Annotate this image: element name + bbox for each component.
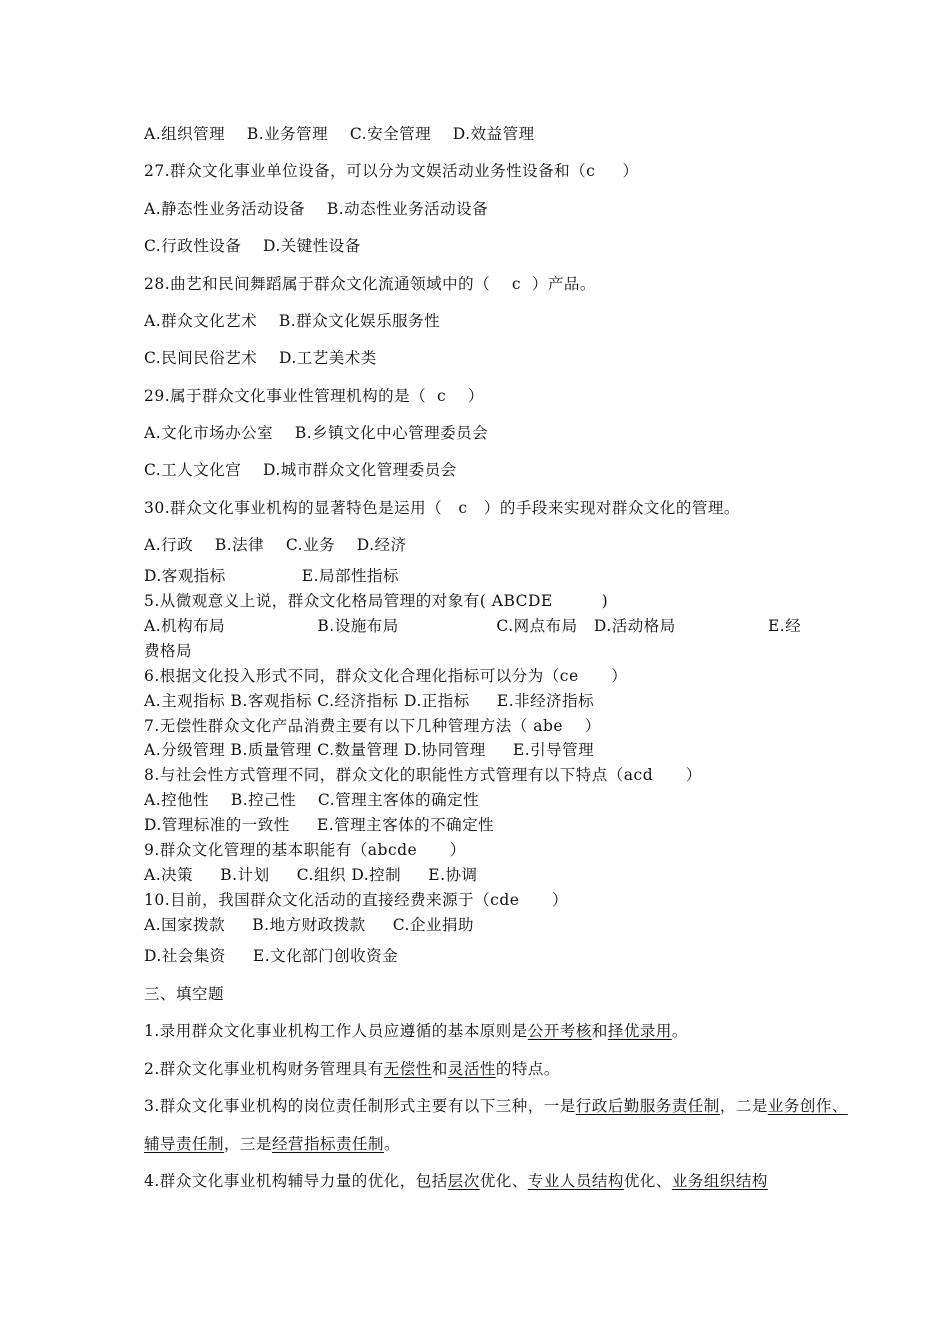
answer-blank: 无偿性	[383, 1060, 432, 1078]
fill-question-3	[144, 1096, 848, 1116]
option-line-continued: 费格局	[144, 642, 193, 660]
question-text: ，三是	[224, 1135, 273, 1153]
option-line: A.决策 B.计划 C.组织 D.控制 E.协调	[144, 866, 478, 884]
section-heading: 三、填空题	[144, 985, 225, 1003]
answer-blank: 专业人员结构	[527, 1172, 624, 1190]
option-line: A.分级管理 B.质量管理 C.数量管理 D.协同管理 E.引导管理	[144, 741, 595, 759]
question-6: 6.根据文化投入形式不同，群众文化合理化指标可以分为（ce ）	[144, 667, 628, 685]
question-text: 4.群众文化事业机构辅导力量的优化，包括	[144, 1172, 448, 1190]
option-line: A.组织管理 B.业务管理 C.安全管理 D.效益管理	[144, 125, 535, 143]
option-line: A.机构布局 B.设施布局 C.网点布局 D.活动格局 E.经	[144, 617, 802, 635]
fill-question-3-continued	[144, 1134, 400, 1154]
answer-blank: 公开考核	[527, 1022, 592, 1040]
question-10: 10.目前，我国群众文化活动的直接经费来源于（cde ）	[144, 891, 568, 909]
answer-blank: 业务组织结构	[671, 1172, 768, 1190]
question-7: 7.无偿性群众文化产品消费主要有以下几种管理方法（ abe ）	[144, 717, 601, 735]
option-line: A.主观指标 B.客观指标 C.经济指标 D.正指标 E.非经济指标	[144, 692, 595, 710]
question-text: 。	[671, 1022, 688, 1040]
question-text: 3.群众文化事业机构的岗位责任制形式主要有以下三种，一是	[144, 1097, 576, 1115]
question-28: 28.曲艺和民间舞蹈属于群众文化流通领域中的（ c ）产品。	[144, 275, 596, 293]
fill-question-4	[144, 1171, 768, 1191]
question-5: 5.从微观意义上说，群众文化格局管理的对象有( ABCDE )	[144, 592, 609, 610]
answer-blank: 业务创作、	[767, 1097, 848, 1115]
option-line: D.管理标准的一致性 E.管理主客体的不确定性	[144, 816, 495, 834]
answer-blank: 经营指标责任制	[272, 1135, 385, 1153]
question-29: 29.属于群众文化事业性管理机构的是（ c ）	[144, 387, 484, 405]
option-line: D.社会集资 E.文化部门创收资金	[144, 947, 399, 965]
option-line: C.民间民俗艺术 D.工艺美术类	[144, 349, 377, 367]
question-text: 优化、	[623, 1172, 672, 1190]
question-30: 30.群众文化事业机构的显著特色是运用（ c ）的手段来实现对群众文化的管理。	[144, 499, 740, 517]
answer-blank: 行政后勤服务责任制	[575, 1097, 720, 1115]
fill-question-2	[144, 1059, 560, 1079]
option-line: C.行政性设备 D.关键性设备	[144, 237, 361, 255]
option-line: A.文化市场办公室 B.乡镇文化中心管理委员会	[144, 424, 489, 442]
question-text: 1.录用群众文化事业机构工作人员应遵循的基本原则是	[144, 1022, 528, 1040]
question-text: 和	[591, 1022, 608, 1040]
question-text: 的特点。	[495, 1060, 560, 1078]
option-line: A.行政 B.法律 C.业务 D.经济	[144, 536, 407, 554]
question-9: 9.群众文化管理的基本职能有（abcde ）	[144, 841, 466, 859]
option-line: A.控他性 B.控己性 C.管理主客体的确定性	[144, 791, 480, 809]
answer-blank: 灵活性	[447, 1060, 496, 1078]
question-text: 和	[431, 1060, 448, 1078]
option-line: A.静态性业务活动设备 B.动态性业务活动设备	[144, 200, 489, 218]
fill-question-1	[144, 1021, 688, 1041]
question-8: 8.与社会性方式管理不同，群众文化的职能性方式管理有以下特点（acd ）	[144, 766, 702, 784]
option-line: D.客观指标 E.局部性指标	[144, 567, 400, 585]
answer-blank: 择优录用	[607, 1022, 672, 1040]
question-text: 。	[384, 1135, 401, 1153]
answer-blank: 辅导责任制	[144, 1135, 225, 1153]
question-text: ，二是	[719, 1097, 768, 1115]
option-line: A.国家拨款 B.地方财政拨款 C.企业捐助	[144, 916, 474, 934]
question-text: 优化、	[479, 1172, 528, 1190]
option-line: A.群众文化艺术 B.群众文化娱乐服务性	[144, 312, 441, 330]
answer-blank: 层次	[447, 1172, 480, 1190]
question-27: 27.群众文化事业单位设备，可以分为文娱活动业务性设备和（c ）	[144, 162, 639, 180]
question-text: 2.群众文化事业机构财务管理具有	[144, 1060, 384, 1078]
option-line: C.工人文化宫 D.城市群众文化管理委员会	[144, 461, 457, 479]
